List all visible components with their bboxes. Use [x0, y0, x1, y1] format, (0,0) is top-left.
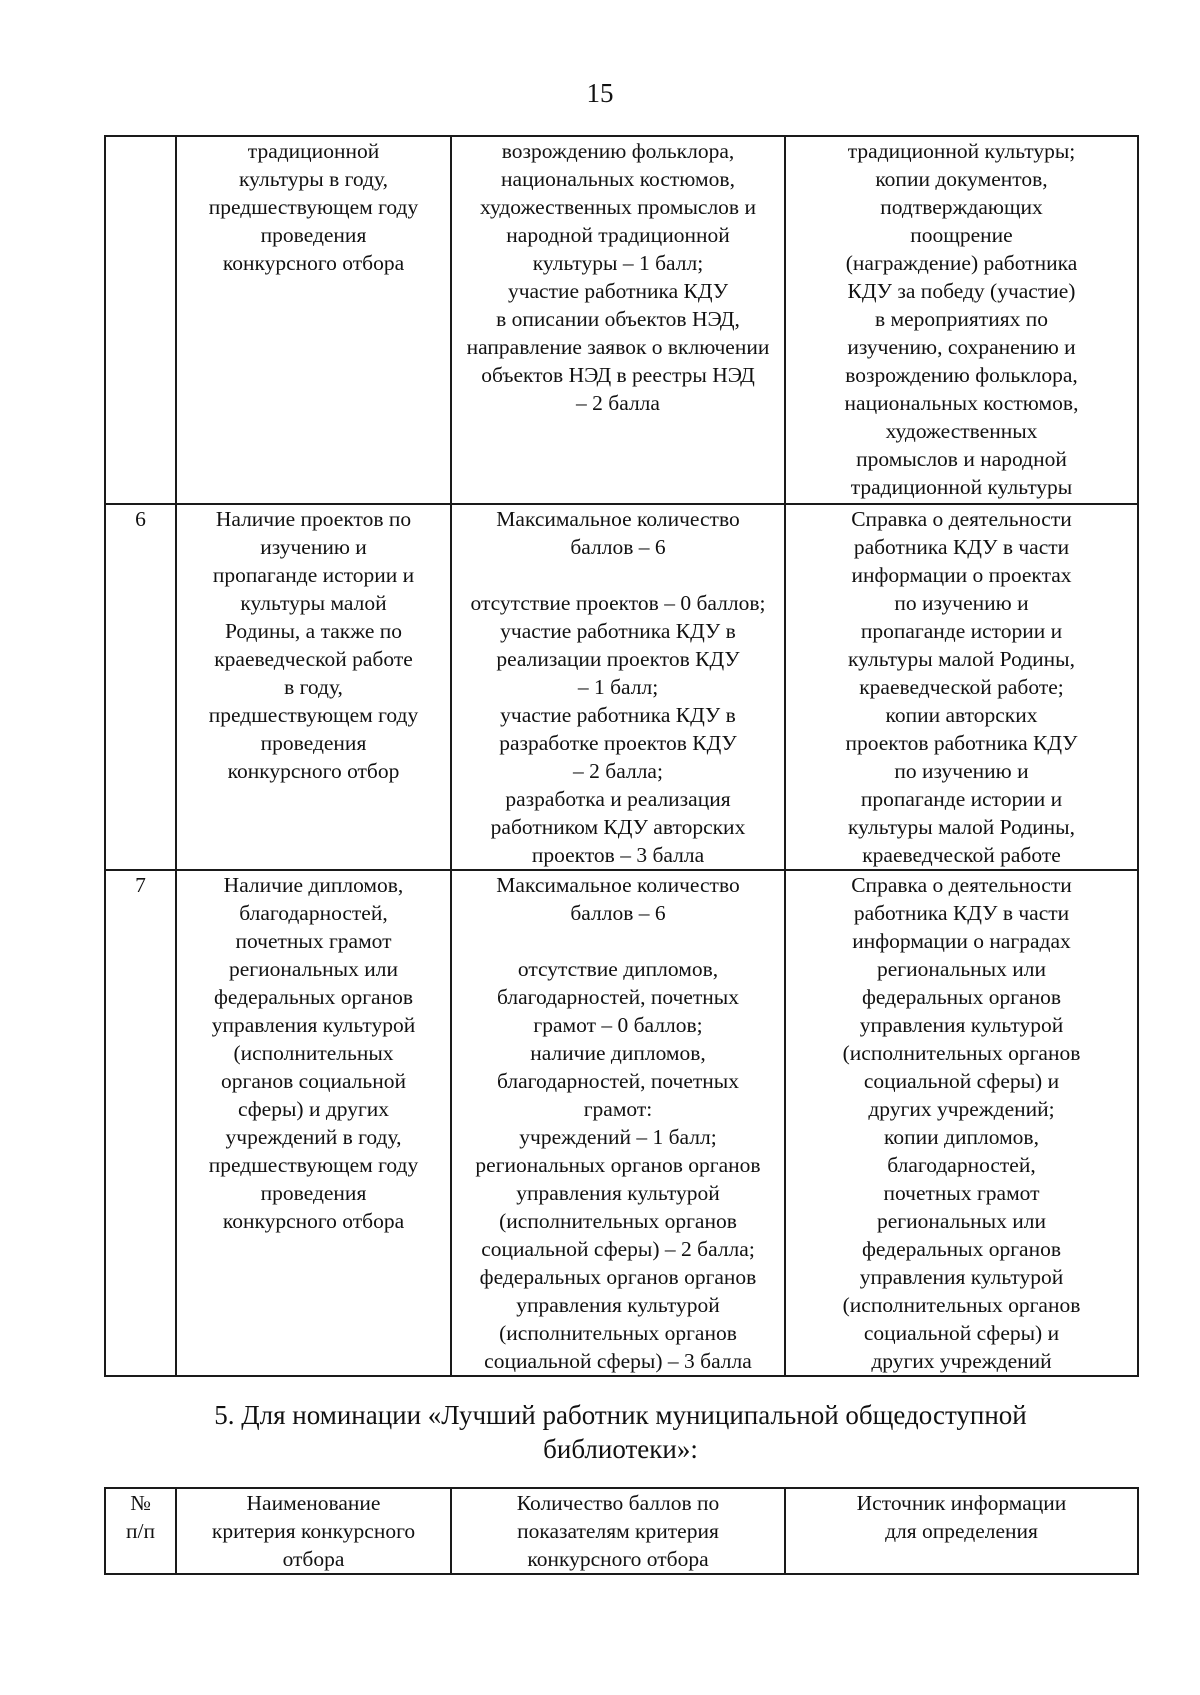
table-header-row: [105, 1488, 1138, 1574]
max-score-text: Максимальное количество баллов – 6: [496, 507, 740, 559]
row-number-cell: [105, 504, 176, 870]
criterion-text: традиционной культуры в году, предшествующем году проведения конкурсного отбора: [208, 139, 419, 275]
header-criterion: Наименование критерия конкурсного отбора: [211, 1491, 416, 1571]
score-text: отсутствие дипломов, благодарностей, почетных грамот – 0 баллов; наличие дипломов, благодарностей, почетных грамот: учреждений – 1 балл; региональных органов органов управления культурой (исполнительных органов социальной сферы) – 2 балла; федеральных органов органов управления культурой (исполнительных органов социальной сферы) – 3 балла: [475, 957, 761, 1373]
header-cell-criterion: [176, 1488, 451, 1574]
table-row: [105, 504, 1138, 870]
max-score-text: Максимальное количество баллов – 6: [496, 873, 740, 925]
score-text: возрождению фольклора, национальных костюмов, художественных промыслов и народной традиционной культуры – 1 балл; участие работника КДУ в описании объектов НЭД, направление заявок о включении объектов НЭД в реестры НЭД – 2 балла: [466, 139, 770, 415]
score-text: отсутствие проектов – 0 баллов; участие работника КДУ в реализации проектов КДУ – 1 балл; участие работника КДУ в разработке проектов КДУ – 2 балла; разработка и реализация работником КДУ авторских проектов – 3 балла: [470, 591, 766, 867]
header-number: № п/п: [126, 1491, 155, 1543]
row-number: 6: [135, 507, 146, 531]
criterion-cell: [176, 870, 451, 1376]
criterion-text: Наличие проектов по изучению и пропаганде истории и культуры малой Родины, а также по краеведческой работе в году, предшествующем году проведения конкурсного отбор: [208, 507, 419, 783]
table-row: [105, 870, 1138, 1376]
row-number-cell: [105, 136, 176, 504]
row-number: 7: [135, 873, 146, 897]
criterion-cell: [176, 504, 451, 870]
header-source: Источник информации для определения: [856, 1491, 1067, 1543]
header-cell-number: [105, 1488, 176, 1574]
page-number: 15: [586, 78, 614, 108]
source-text: Справка о деятельности работника КДУ в части информации о наградах региональных или федеральных органов управления культурой (исполнительных органов социальной сферы) и других учреждений; копии дипломов, благодарностей, почетных грамот региональных или федеральных органов управления культурой (исполнительных органов социальной сферы) и других учреждений: [842, 873, 1081, 1373]
table-row: [105, 136, 1138, 504]
source-text: традиционной культуры; копии документов, подтверждающих поощрение (награждение) работника КДУ за победу (участие) в мероприятиях по изучению, сохранению и возрождению фольклора, национальных костюмов, художественных промыслов и народной традиционной культуры: [844, 139, 1079, 499]
criterion-text: Наличие дипломов, благодарностей, почетных грамот региональных или федеральных органов управления культурой (исполнительных органов социальной сферы) и других учреждений в году, предшествующем году проведения конкурсного отбора: [208, 873, 419, 1233]
row-number-cell: [105, 870, 176, 1376]
source-cell: [785, 136, 1138, 504]
header-cell-source: [785, 1488, 1138, 1574]
criterion-cell: [176, 136, 451, 504]
score-cell: [451, 136, 785, 504]
section-heading: 5. Для номинации «Лучший работник муниципальной общедоступной библиотеки»:: [214, 1400, 1027, 1464]
header-score: Количество баллов по показателям критерия конкурсного отбора: [516, 1491, 720, 1571]
header-cell-score: [451, 1488, 785, 1574]
score-cell: [451, 504, 785, 870]
source-cell: [785, 870, 1138, 1376]
source-text: Справка о деятельности работника КДУ в части информации о проектах по изучению и пропаганде истории и культуры малой Родины, краеведческой работе; копии авторских проектов работника КДУ по изучению и пропаганде истории и культуры малой Родины, краеведческой работе: [845, 507, 1078, 867]
source-cell: [785, 504, 1138, 870]
score-cell: [451, 870, 785, 1376]
criteria-table: [104, 135, 1139, 1377]
library-criteria-table: [104, 1487, 1139, 1575]
